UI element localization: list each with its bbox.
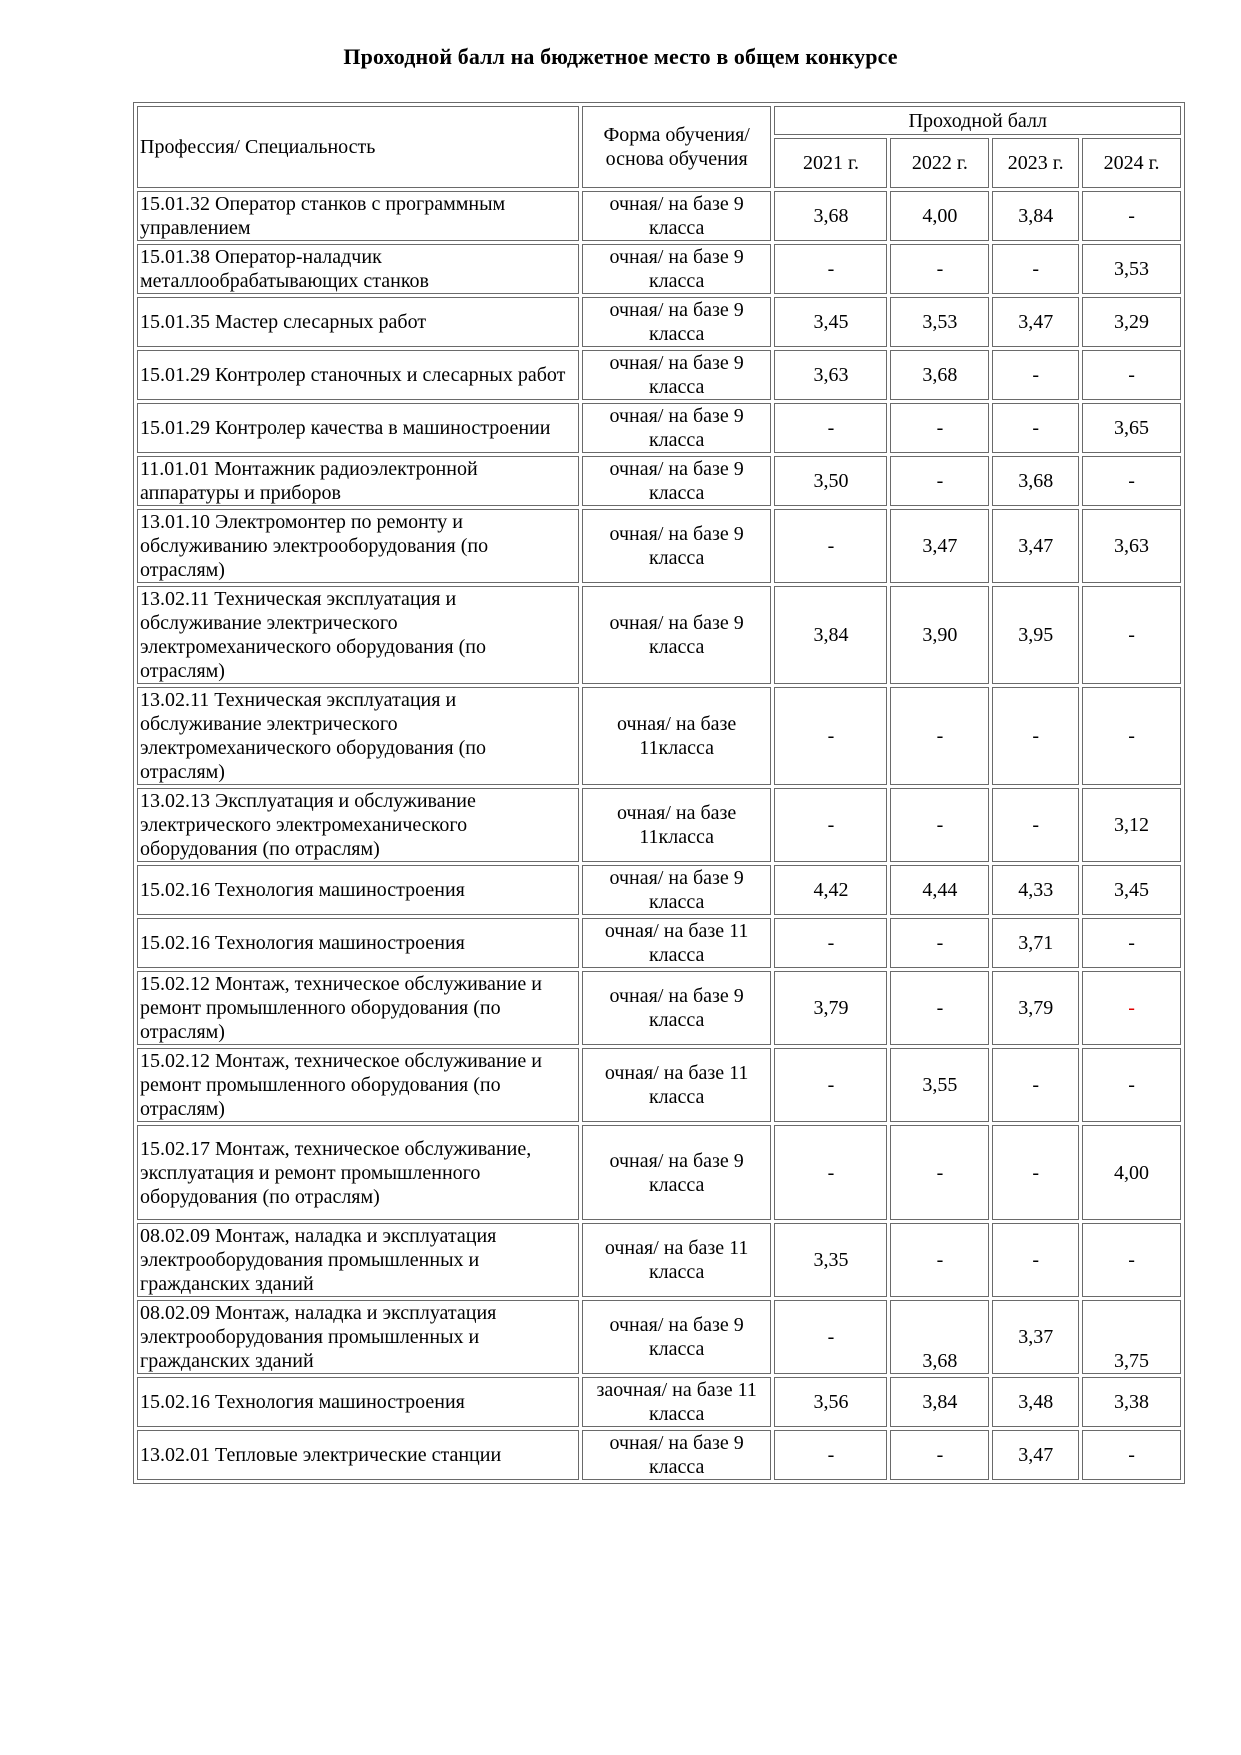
score-2024: 3,29 xyxy=(1082,297,1181,347)
score-2022: 4,44 xyxy=(890,865,989,915)
score-2021: 3,79 xyxy=(774,971,887,1045)
score-2021: - xyxy=(774,1430,887,1480)
score-2023: - xyxy=(992,244,1079,294)
score-2023: - xyxy=(992,788,1079,862)
study-form: очная/ на базе 11класса xyxy=(582,687,772,785)
study-form: очная/ на базе 9 класса xyxy=(582,456,772,506)
score-2024: - xyxy=(1082,1223,1181,1297)
score-2021: 3,56 xyxy=(774,1377,887,1427)
score-2022: - xyxy=(890,244,989,294)
score-2022: - xyxy=(890,1125,989,1220)
study-form: очная/ на базе 9 класса xyxy=(582,350,772,400)
score-2024: 3,63 xyxy=(1082,509,1181,583)
specialty-name: 15.02.16 Технология машиностроения xyxy=(137,918,579,968)
study-form: очная/ на базе 9 класса xyxy=(582,586,772,684)
score-2021: 3,50 xyxy=(774,456,887,506)
score-2022: 3,55 xyxy=(890,1048,989,1122)
score-2021: - xyxy=(774,244,887,294)
scores-table-wrapper xyxy=(133,102,1185,1484)
score-2024: - xyxy=(1082,971,1181,1045)
header-score-group: Проходной балл xyxy=(774,106,1181,135)
study-form: очная/ на базе 11 класса xyxy=(582,1223,772,1297)
score-2022: 3,68 xyxy=(890,350,989,400)
score-2021: - xyxy=(774,509,887,583)
score-2022: - xyxy=(890,687,989,785)
score-2024: - xyxy=(1082,350,1181,400)
table-row xyxy=(137,456,1181,506)
study-form: очная/ на базе 9 класса xyxy=(582,1125,772,1220)
score-2023: - xyxy=(992,687,1079,785)
passing-scores-table xyxy=(133,102,1185,1484)
score-2021: 3,63 xyxy=(774,350,887,400)
score-2022: - xyxy=(890,1223,989,1297)
specialty-name: 15.02.16 Технология машиностроения xyxy=(137,865,579,915)
specialty-name: 08.02.09 Монтаж, наладка и эксплуатация электрооборудования промышленных и гражданских зданий xyxy=(137,1300,579,1374)
score-2024: - xyxy=(1082,918,1181,968)
specialty-name: 13.02.13 Эксплуатация и обслуживание электрического электромеханического оборудования (по отраслям) xyxy=(137,788,579,862)
score-2024: - xyxy=(1082,586,1181,684)
score-2023: 3,47 xyxy=(992,1430,1079,1480)
score-2022: 3,68 xyxy=(890,1300,989,1374)
specialty-name: 15.02.16 Технология машиностроения xyxy=(137,1377,579,1427)
study-form: очная/ на базе 11класса xyxy=(582,788,772,862)
score-2023: 3,47 xyxy=(992,297,1079,347)
score-2023: - xyxy=(992,1223,1079,1297)
table-row xyxy=(137,350,1181,400)
score-2021: 3,68 xyxy=(774,191,887,241)
study-form: заочная/ на базе 11 класса xyxy=(582,1377,772,1427)
table-row xyxy=(137,1377,1181,1427)
specialty-name: 15.01.35 Мастер слесарных работ xyxy=(137,297,579,347)
score-2022: - xyxy=(890,788,989,862)
score-2021: - xyxy=(774,788,887,862)
score-2023: 3,68 xyxy=(992,456,1079,506)
score-2022: 3,84 xyxy=(890,1377,989,1427)
score-2021: - xyxy=(774,1125,887,1220)
study-form: очная/ на базе 9 класса xyxy=(582,297,772,347)
score-2022: - xyxy=(890,971,989,1045)
score-2021: - xyxy=(774,1300,887,1374)
table-row xyxy=(137,788,1181,862)
study-form: очная/ на базе 9 класса xyxy=(582,971,772,1045)
header-year-2023: 2023 г. xyxy=(992,138,1079,188)
table-row xyxy=(137,586,1181,684)
study-form: очная/ на базе 9 класса xyxy=(582,1300,772,1374)
score-2024: 3,53 xyxy=(1082,244,1181,294)
score-2024: - xyxy=(1082,1430,1181,1480)
score-2021: - xyxy=(774,403,887,453)
score-2021: - xyxy=(774,918,887,968)
score-2023: 3,47 xyxy=(992,509,1079,583)
score-2024: - xyxy=(1082,687,1181,785)
score-2023: 3,71 xyxy=(992,918,1079,968)
specialty-name: 13.02.11 Техническая эксплуатация и обслуживание электрического электромеханического оборудования (по отраслям) xyxy=(137,586,579,684)
specialty-name: 15.01.32 Оператор станков с программным управлением xyxy=(137,191,579,241)
study-form: очная/ на базе 9 класса xyxy=(582,403,772,453)
score-2024: - xyxy=(1082,1048,1181,1122)
score-2022: - xyxy=(890,403,989,453)
score-2021: - xyxy=(774,687,887,785)
score-2022: 3,53 xyxy=(890,297,989,347)
specialty-name: 11.01.01 Монтажник радиоэлектронной аппаратуры и приборов xyxy=(137,456,579,506)
table-row xyxy=(137,244,1181,294)
header-profession: Профессия/ Специальность xyxy=(137,106,579,188)
table-row xyxy=(137,1300,1181,1374)
score-2024: 3,38 xyxy=(1082,1377,1181,1427)
score-2023: 3,84 xyxy=(992,191,1079,241)
specialty-name: 15.01.29 Контролер качества в машиностроении xyxy=(137,403,579,453)
header-year-2021: 2021 г. xyxy=(774,138,887,188)
study-form: очная/ на базе 9 класса xyxy=(582,865,772,915)
header-year-2022: 2022 г. xyxy=(890,138,989,188)
study-form: очная/ на базе 9 класса xyxy=(582,244,772,294)
score-2021: 3,35 xyxy=(774,1223,887,1297)
score-2022: 3,90 xyxy=(890,586,989,684)
specialty-name: 15.01.29 Контролер станочных и слесарных работ xyxy=(137,350,579,400)
table-row xyxy=(137,403,1181,453)
study-form: очная/ на базе 9 класса xyxy=(582,1430,772,1480)
table-body xyxy=(137,191,1181,1480)
score-2021: 3,45 xyxy=(774,297,887,347)
study-form: очная/ на базе 9 класса xyxy=(582,509,772,583)
study-form: очная/ на базе 11 класса xyxy=(582,1048,772,1122)
score-2021: 3,84 xyxy=(774,586,887,684)
specialty-name: 08.02.09 Монтаж, наладка и эксплуатация электрооборудования промышленных и гражданских зданий xyxy=(137,1223,579,1297)
score-2024: 4,00 xyxy=(1082,1125,1181,1220)
page-title: Проходной балл на бюджетное место в общем конкурсе xyxy=(343,44,898,69)
table-row xyxy=(137,971,1181,1045)
score-2023: 4,33 xyxy=(992,865,1079,915)
study-form: очная/ на базе 11 класса xyxy=(582,918,772,968)
score-2024: - xyxy=(1082,191,1181,241)
score-2023: - xyxy=(992,350,1079,400)
score-2022: - xyxy=(890,1430,989,1480)
specialty-name: 15.02.17 Монтаж, техническое обслуживание, эксплуатация и ремонт промышленного оборудования (по отраслям) xyxy=(137,1125,579,1220)
score-2022: - xyxy=(890,456,989,506)
table-row xyxy=(137,1430,1181,1480)
table-row xyxy=(137,687,1181,785)
score-2024: 3,45 xyxy=(1082,865,1181,915)
score-2023: 3,48 xyxy=(992,1377,1079,1427)
table-row xyxy=(137,865,1181,915)
score-2023: 3,37 xyxy=(992,1300,1079,1374)
score-2023: - xyxy=(992,1125,1079,1220)
specialty-name: 15.02.12 Монтаж, техническое обслуживание и ремонт промышленного оборудования (по отраслям) xyxy=(137,1048,579,1122)
score-2024: 3,12 xyxy=(1082,788,1181,862)
score-2023: - xyxy=(992,403,1079,453)
score-2022: 3,47 xyxy=(890,509,989,583)
score-2021: - xyxy=(774,1048,887,1122)
header-year-2024: 2024 г. xyxy=(1082,138,1181,188)
specialty-name: 15.02.12 Монтаж, техническое обслуживание и ремонт промышленного оборудования (по отраслям) xyxy=(137,971,579,1045)
specialty-name: 15.01.38 Оператор-наладчик металлообрабатывающих станков xyxy=(137,244,579,294)
specialty-name: 13.02.11 Техническая эксплуатация и обслуживание электрического электромеханического оборудования (по отраслям) xyxy=(137,687,579,785)
study-form: очная/ на базе 9 класса xyxy=(582,191,772,241)
table-row xyxy=(137,509,1181,583)
table-row xyxy=(137,1048,1181,1122)
score-2024: 3,65 xyxy=(1082,403,1181,453)
score-2023: 3,79 xyxy=(992,971,1079,1045)
score-2023: 3,95 xyxy=(992,586,1079,684)
header-form: Форма обучения/ основа обучения xyxy=(582,106,772,188)
specialty-name: 13.01.10 Электромонтер по ремонту и обслуживанию электрооборудования (по отраслям) xyxy=(137,509,579,583)
score-2024: - xyxy=(1082,456,1181,506)
table-row xyxy=(137,918,1181,968)
table-row xyxy=(137,297,1181,347)
score-2021: 4,42 xyxy=(774,865,887,915)
score-2022: - xyxy=(890,918,989,968)
score-2023: - xyxy=(992,1048,1079,1122)
table-row xyxy=(137,1223,1181,1297)
table-row xyxy=(137,191,1181,241)
score-2024: 3,75 xyxy=(1082,1300,1181,1374)
score-2022: 4,00 xyxy=(890,191,989,241)
table-row xyxy=(137,1125,1181,1220)
specialty-name: 13.02.01 Тепловые электрические станции xyxy=(137,1430,579,1480)
